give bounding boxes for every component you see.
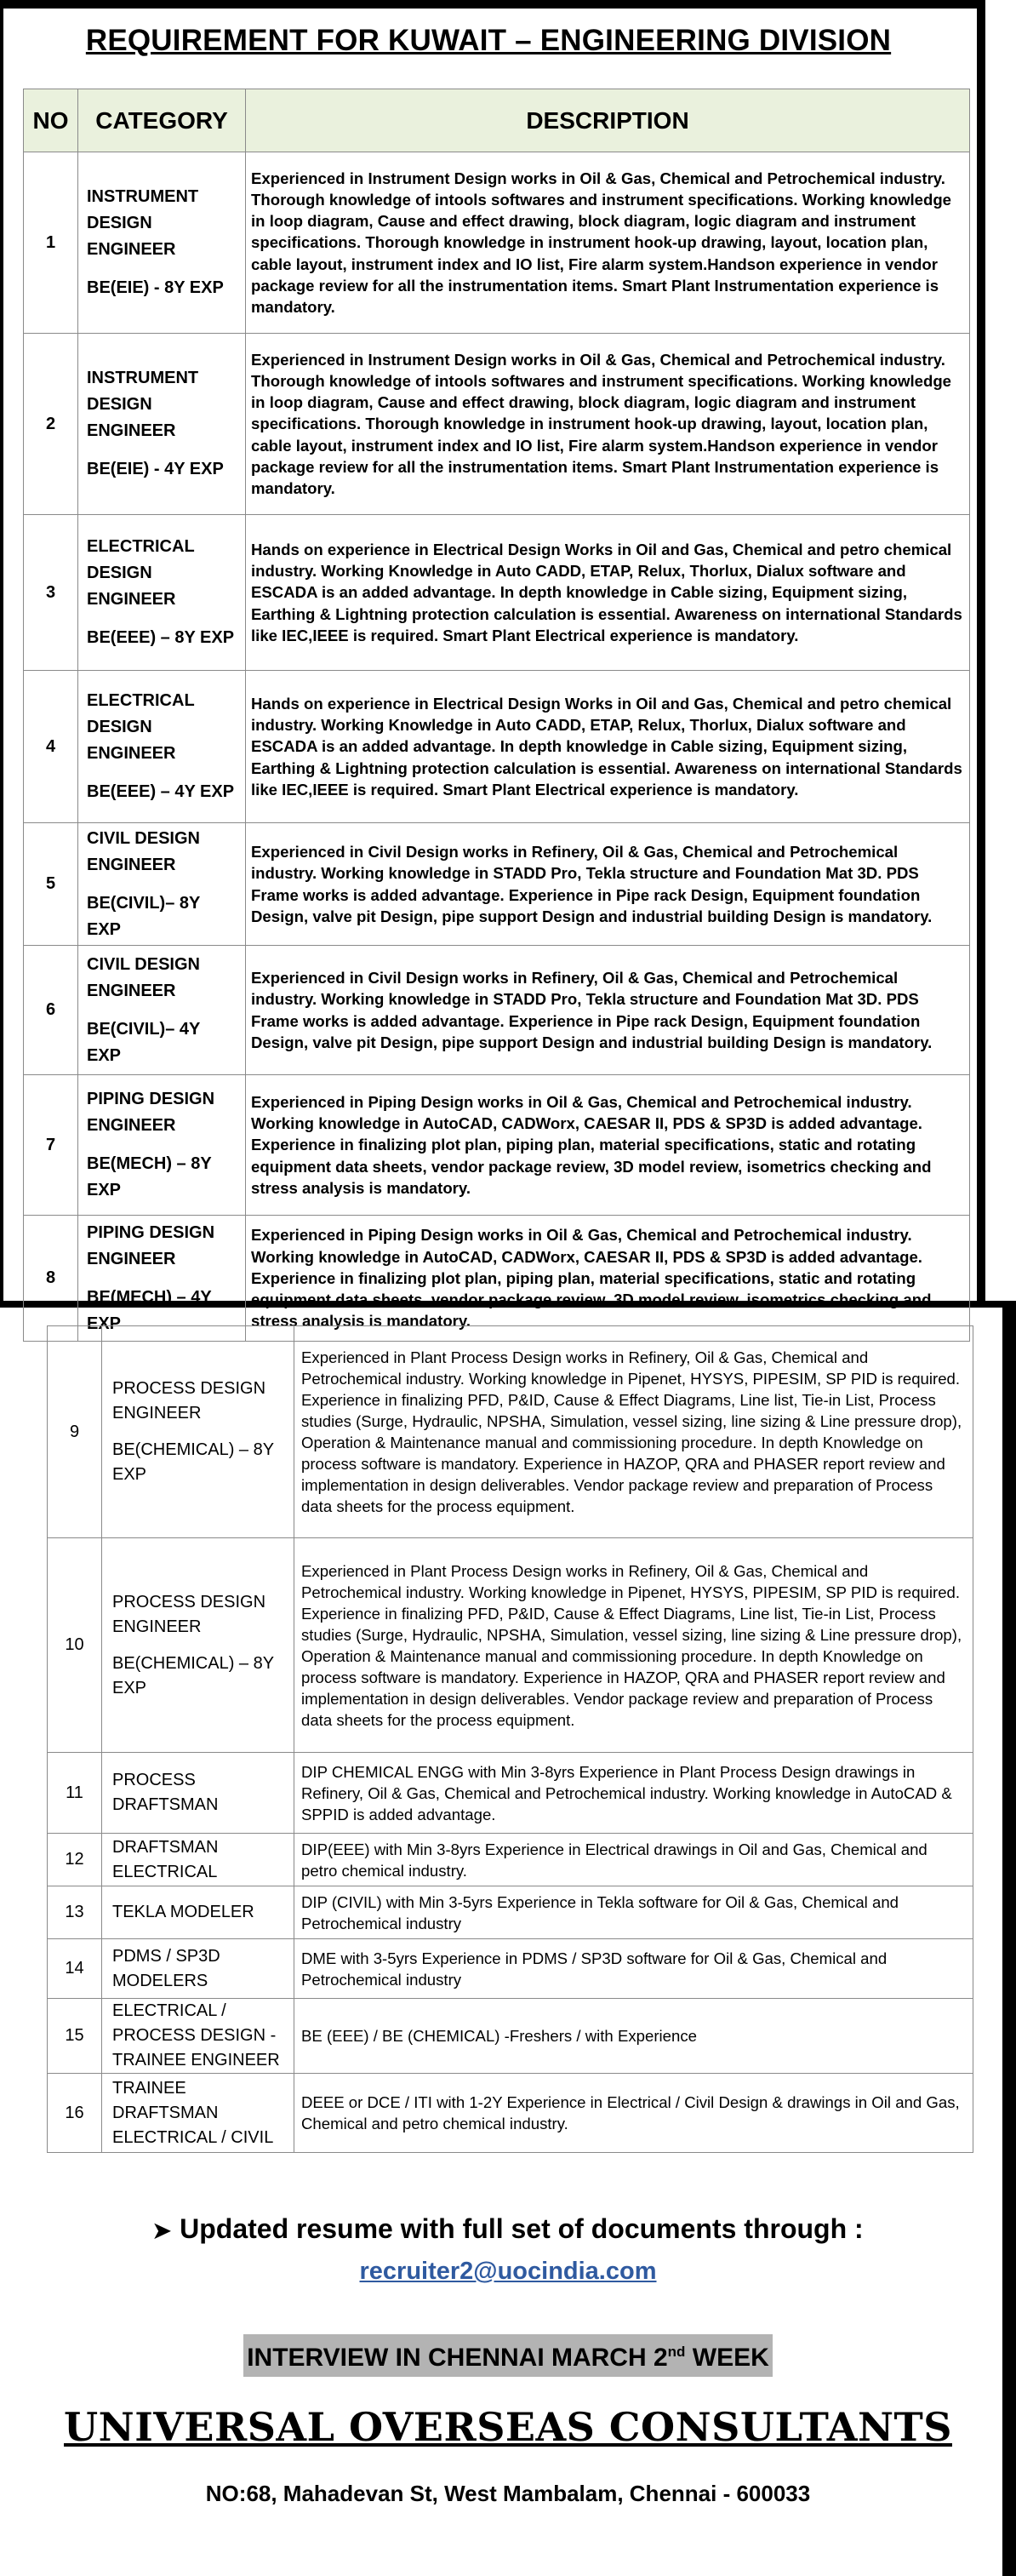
- row-category: TRAINEE DRAFTSMAN ELECTRICAL / CIVIL: [112, 2078, 274, 2147]
- row-qualification: BE(EIE) - 4Y EXP: [87, 460, 224, 478]
- table-row: [48, 1753, 973, 1834]
- category-spacer: [87, 263, 237, 275]
- category-spacer: [87, 1005, 237, 1016]
- category-spacer: [87, 613, 237, 625]
- arrow-bullet-icon: ➤: [152, 2218, 172, 2243]
- company-address: NO:68, Mahadevan St, West Mambalam, Chennai - 600033: [205, 2481, 811, 2506]
- row-number: 8: [24, 1216, 78, 1342]
- table-row: [24, 334, 970, 515]
- requirements-table-engineers: [23, 89, 970, 1342]
- row-category-cell: [102, 1538, 294, 1753]
- row-number: 7: [24, 1075, 78, 1216]
- resume-text: Updated resume with full set of documents through :: [180, 2213, 864, 2244]
- row-number: 13: [48, 1886, 102, 1939]
- row-qualification: BE(CHEMICAL) – 8Y EXP: [112, 1653, 274, 1697]
- row-description: BE (EEE) / BE (CHEMICAL) -Freshers / with Experience: [294, 1999, 973, 2074]
- row-description: Experienced in Civil Design works in Refinery, Oil & Gas, Chemical and Petrochemical industry. Working knowledge in STADD Pro, Tekla structure and Foundation Mat 3D. PDS Frame works is added advantage. Experience in Pipe rack Design, Equipment foundation Design, valve pit Design, pipe support Design and industrial building Design is mandatory.: [246, 823, 970, 946]
- table-row: [24, 152, 970, 334]
- row-category-cell: [78, 671, 246, 823]
- table-row: [24, 1075, 970, 1216]
- row-qualification: BE(MECH) – 4Y EXP: [87, 1287, 212, 1333]
- row-number: 3: [24, 515, 78, 671]
- row-qualification: BE(EIE) - 8Y EXP: [87, 278, 224, 297]
- category-spacer: [87, 1273, 237, 1285]
- frame-left-border: [0, 0, 3, 1301]
- table-row: [48, 1886, 973, 1939]
- row-description: Experienced in Civil Design works in Refinery, Oil & Gas, Chemical and Petrochemical industry. Working knowledge in STADD Pro, Tekla structure and Foundation Mat 3D. PDS Frame works is added advantage. Experience in Pipe rack Design, Equipment foundation Design, valve pit Design, pipe support Design and industrial building Design is mandatory.: [246, 946, 970, 1075]
- interview-highlight: [243, 2334, 773, 2377]
- row-qualification: BE(EEE) – 8Y EXP: [87, 628, 235, 647]
- row-category-cell: [78, 823, 246, 946]
- row-category-cell: [78, 334, 246, 515]
- row-number: 5: [24, 823, 78, 946]
- row-category: ELECTRICAL DESIGN ENGINEER: [87, 537, 195, 609]
- row-category: INSTRUMENT DESIGN ENGINEER: [87, 187, 199, 259]
- table-row: [48, 1939, 973, 1999]
- row-description: Hands on experience in Electrical Design Works in Oil and Gas, Chemical and petro chemical industry. Working Knowledge in Auto CADD, ETAP, Relux, Thorlux, Dialux software and ESCADA is an added advantage. In depth knowledge in Cable sizing, Equipment sizing, Earthing & Lightning protection calculation is essential. Awareness on international Standards like IEC,IEEE is required. Smart Plant Electrical experience is mandatory.: [246, 671, 970, 823]
- row-number: 12: [48, 1834, 102, 1886]
- frame-right-border-upper: [977, 0, 985, 1307]
- row-category: ELECTRICAL DESIGN ENGINEER: [87, 691, 195, 763]
- row-category-cell: [78, 946, 246, 1075]
- row-number: 10: [48, 1538, 102, 1753]
- row-category: CIVIL DESIGN ENGINEER: [87, 828, 200, 874]
- row-description: Experienced in Plant Process Design works in Refinery, Oil & Gas, Chemical and Petrochemical industry. Working knowledge in Pipenet, HYSYS, PIPESIM, SP PID is required. Experience in finalizing PFD, P&ID, Cause & Effect Diagrams, Line list, Tie-in List, Process studies (Surge, Hydraulic, NPSHA, Simulation, vessel sizing, line sizing & Line pressure drop), Operation & Maintenance manual and commissioning procedure. In depth Knowledge on process software is mandatory. Experience in HAZOP, QRA and PHASER report review and implementation in design deliverables. Vendor package review and preparation of Process data sheets for the process equipment.: [294, 1538, 973, 1753]
- row-category: PROCESS DESIGN ENGINEER: [112, 1379, 266, 1423]
- table-row: [48, 1538, 973, 1753]
- row-category-cell: [102, 1999, 294, 2074]
- row-category: PROCESS DRAFTSMAN: [112, 1771, 219, 1814]
- category-spacer: [87, 1139, 237, 1151]
- row-category: PROCESS DESIGN ENGINEER: [112, 1592, 266, 1636]
- row-category-cell: [102, 1939, 294, 1999]
- category-spacer: [112, 1640, 283, 1652]
- row-qualification: BE(CIVIL)– 8Y EXP: [87, 893, 200, 939]
- table-row: [24, 823, 970, 946]
- email-link[interactable]: recruiter2@uocindia.com: [359, 2258, 657, 2285]
- interview-ordinal: nd: [667, 2344, 686, 2360]
- interview-banner: [0, 2334, 1016, 2377]
- row-category: PDMS / SP3D MODELERS: [112, 1946, 220, 1990]
- category-spacer: [87, 767, 237, 779]
- row-description: DME with 3-5yrs Experience in PDMS / SP3D software for Oil & Gas, Chemical and Petrochemical industry: [294, 1939, 973, 1999]
- table-row: [24, 946, 970, 1075]
- row-number: 6: [24, 946, 78, 1075]
- row-category-cell: [102, 1834, 294, 1886]
- row-category-cell: [102, 1886, 294, 1939]
- header-description: DESCRIPTION: [246, 89, 970, 152]
- row-description: Experienced in Plant Process Design works in Refinery, Oil & Gas, Chemical and Petrochemical industry. Working knowledge in Pipenet, HYSYS, PIPESIM, SP PID is required. Experience in finalizing PFD, P&ID, Cause & Effect Diagrams, Line list, Tie-in List, Process studies (Surge, Hydraulic, NPSHA, Simulation, vessel sizing, line sizing & Line pressure drop), Operation & Maintenance manual and commissioning procedure. In depth Knowledge on process software is mandatory. Experience in HAZOP, QRA and PHASER report review and implementation in design deliverables. Vendor package review and preparation of Process data sheets for the process equipment.: [294, 1326, 973, 1538]
- table-row: [24, 671, 970, 823]
- row-category: ELECTRICAL / PROCESS DESIGN - TRAINEE ENGINEER: [112, 2001, 280, 2069]
- row-description: Experienced in Instrument Design works in Oil & Gas, Chemical and Petrochemical industry. Thorough knowledge of intools softwares and instrument specifications. Working knowledge in loop diagram, Cause and effect drawing, block diagram, logic diagram and instrument specifications. Thorough knowledge in instrument hook-up drawing, layout, location plan, cable layout, instrument index and IO list, Fire alarm system.Handson experience in vendor package review for all the instrumentation items. Smart Plant Instrumentation experience is mandatory.: [246, 334, 970, 515]
- row-number: 16: [48, 2074, 102, 2153]
- table-row: [24, 1216, 970, 1342]
- category-spacer: [112, 1426, 283, 1438]
- row-description: Experienced in Instrument Design works in Oil & Gas, Chemical and Petrochemical industry. Thorough knowledge of intools softwares and instrument specifications. Working knowledge in loop diagram, Cause and effect drawing, block diagram, logic diagram and instrument specifications. Thorough knowledge in instrument hook-up drawing, layout, location plan, cable layout, instrument index and IO list, Fire alarm system.Handson experience in vendor package review for all the instrumentation items. Smart Plant Instrumentation experience is mandatory.: [246, 152, 970, 334]
- row-qualification: BE(CIVIL)– 4Y EXP: [87, 1019, 200, 1065]
- table-row: [48, 2074, 973, 2153]
- category-spacer: [87, 444, 237, 456]
- row-category-cell: [102, 2074, 294, 2153]
- row-number: 4: [24, 671, 78, 823]
- row-qualification: BE(MECH) – 8Y EXP: [87, 1154, 212, 1199]
- row-number: 9: [48, 1326, 102, 1538]
- row-category: TEKLA MODELER: [112, 1903, 254, 1921]
- row-description: DIP CHEMICAL ENGG with Min 3-8yrs Experience in Plant Process Design drawings in Refinery, Oil & Gas, Chemical and Petrochemical industry. Working knowledge in AutoCAD & SPPID is added advantage.: [294, 1753, 973, 1834]
- row-category-cell: [78, 1216, 246, 1342]
- header-no: NO: [24, 89, 78, 152]
- header-category: CATEGORY: [78, 89, 246, 152]
- row-number: 2: [24, 334, 78, 515]
- row-category: PIPING DESIGN ENGINEER: [87, 1222, 215, 1268]
- table-row: [48, 1326, 973, 1538]
- interview-main-text: INTERVIEW IN CHENNAI MARCH 2: [247, 2344, 668, 2372]
- requirements-table-process-draftsmen: [47, 1325, 973, 2153]
- company-name: UNIVERSAL OVERSEAS CONSULTANTS: [64, 2404, 952, 2450]
- row-category: DRAFTSMAN ELECTRICAL: [112, 1837, 219, 1881]
- row-category-cell: [102, 1326, 294, 1538]
- interview-tail-text: WEEK: [685, 2344, 769, 2372]
- frame-right-border-lower: [1002, 1301, 1016, 2576]
- row-category-cell: [78, 1075, 246, 1216]
- row-category: INSTRUMENT DESIGN ENGINEER: [87, 369, 199, 440]
- row-description: Experienced in Piping Design works in Oil & Gas, Chemical and Petrochemical industry. Working knowledge in AutoCAD, CADWorx, CAESAR II, PDS & SP3D is added advantage. Experience in finalizing plot plan, piping plan, material specifications, static and rotating equipment data sheets, vendor package review, 3D model review, isometrics checking and stress analysis is mandatory.: [246, 1216, 970, 1342]
- frame-top-border: [0, 0, 985, 9]
- row-category: PIPING DESIGN ENGINEER: [87, 1090, 215, 1135]
- row-number: 14: [48, 1939, 102, 1999]
- row-description: DEEE or DCE / ITI with 1-2Y Experience in Electrical / Civil Design & drawings in Oil and Gas, Chemical and petro chemical industry.: [294, 2074, 973, 2153]
- row-category-cell: [102, 1753, 294, 1834]
- row-number: 11: [48, 1753, 102, 1834]
- row-category-cell: [78, 152, 246, 334]
- row-qualification: BE(EEE) – 4Y EXP: [87, 782, 235, 801]
- row-description: DIP (CIVIL) with Min 3-5yrs Experience in Tekla software for Oil & Gas, Chemical and Petrochemical industry: [294, 1886, 973, 1939]
- table-row: [48, 1834, 973, 1886]
- table-row: [24, 515, 970, 671]
- row-category-cell: [78, 515, 246, 671]
- row-number: 15: [48, 1999, 102, 2074]
- row-description: Hands on experience in Electrical Design Works in Oil and Gas, Chemical and petro chemical industry. Working Knowledge in Auto CADD, ETAP, Relux, Thorlux, Dialux software and ESCADA is an added advantage. In depth knowledge in Cable sizing, Equipment sizing, Earthing & Lightning protection calculation is essential. Awareness on international Standards like IEC,IEEE is required. Smart Plant Electrical experience is mandatory.: [246, 515, 970, 671]
- row-category: CIVIL DESIGN ENGINEER: [87, 954, 200, 1000]
- table-header-row: [24, 89, 970, 152]
- row-description: Experienced in Piping Design works in Oil & Gas, Chemical and Petrochemical industry. Working knowledge in AutoCAD, CADWorx, CAESAR II, PDS & SP3D is added advantage. Experience in finalizing plot plan, piping plan, material specifications, static and rotating equipment data sheets, vendor package review, 3D model review, isometrics checking and stress analysis is mandatory.: [246, 1075, 970, 1216]
- table-row: [48, 1999, 973, 2074]
- row-qualification: BE(CHEMICAL) – 8Y EXP: [112, 1440, 274, 1484]
- category-spacer: [87, 879, 237, 890]
- row-number: 1: [24, 152, 78, 334]
- resume-instruction: [0, 2213, 1016, 2245]
- page-title: REQUIREMENT FOR KUWAIT – ENGINEERING DIVISION: [85, 24, 892, 57]
- row-description: DIP(EEE) with Min 3-8yrs Experience in Electrical drawings in Oil and Gas, Chemical and petro chemical industry.: [294, 1834, 973, 1886]
